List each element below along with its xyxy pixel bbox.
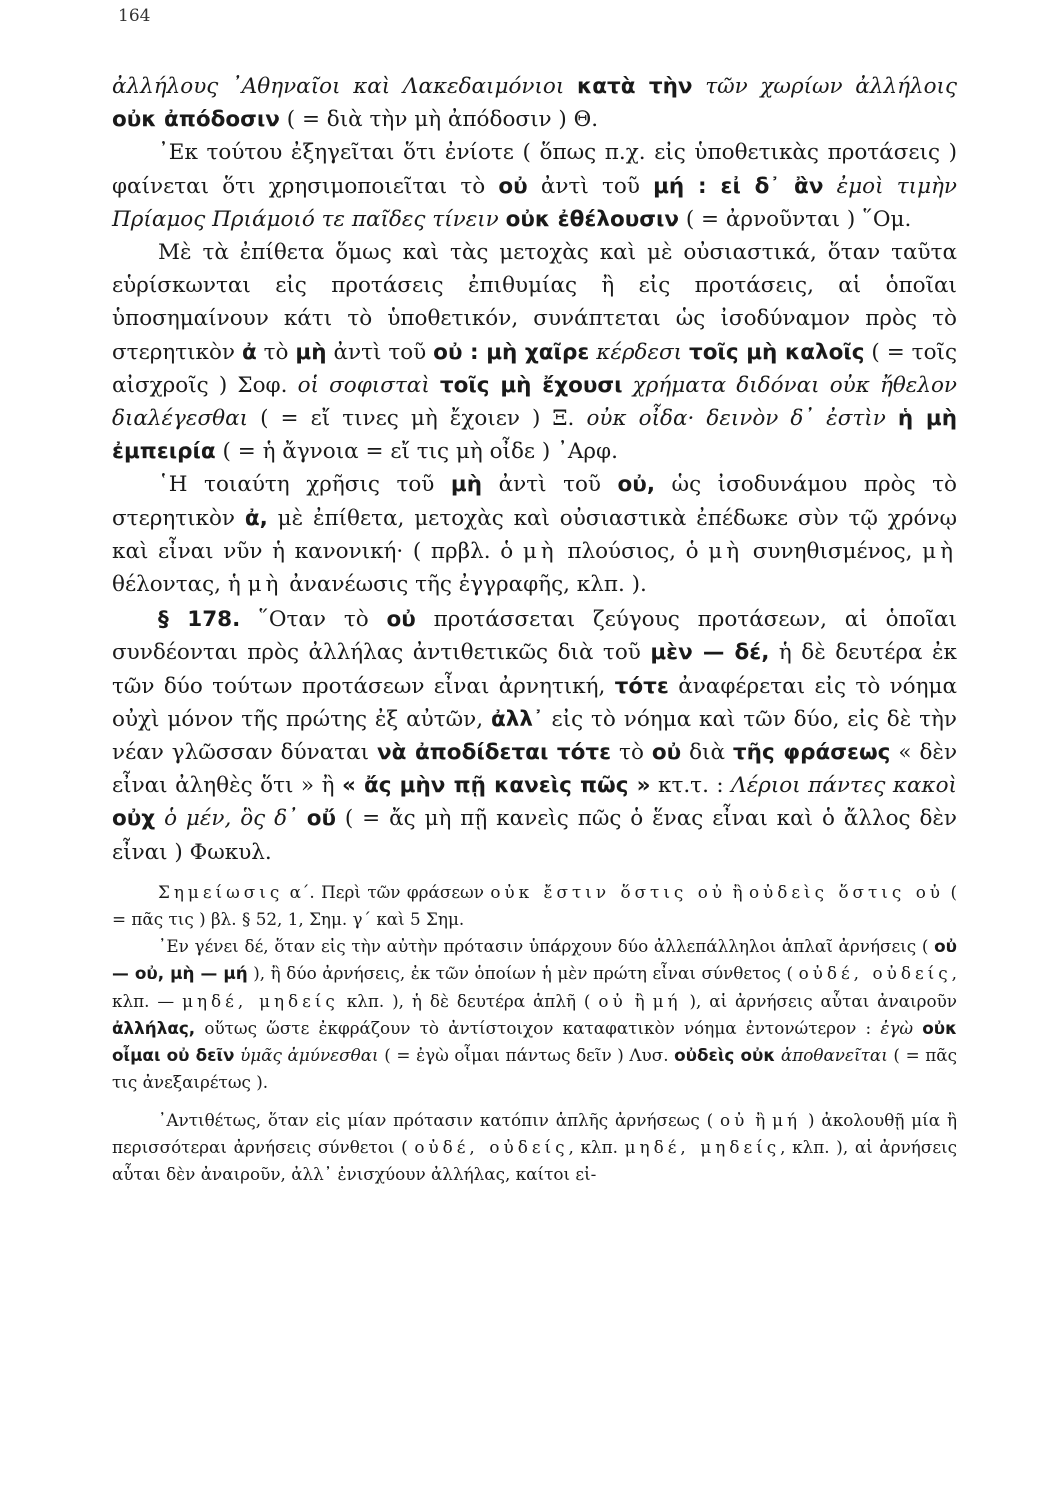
note-paragraph: Σημείωσις α΄. Περὶ τῶν φράσεων οὐκ ἔστιν ὅστις οὐ ἢ οὐδεὶς ὅστις οὐ ( = πᾶς τις ) βλ. § 52, 1, Σημ. γ΄ καὶ 5 Σημ.	[112, 881, 957, 930]
body-text	[112, 70, 957, 1188]
note-paragraph: ᾽Εν γένει δέ, ὅταν εἰς τὴν αὐτὴν πρότασιν ὑπάρχουν δύο ἀλλεπάλληλοι ἁπλαῖ ἀρνήσεις ( οὐ — οὐ, μὴ — μή ), ἢ δύο ἀρνήσεις, ἐκ τῶν ὁποίων ἡ μὲν πρώτη εἶναι σύνθετος ( οὐδέ, οὐδείς, κλπ. — μηδέ, μηδείς κλπ. ), ἡ δὲ δευτέρα ἁπλῆ ( οὐ ἢ μή ), αἱ ἀρνήσεις αὗται ἀναιροῦν ἀλλήλας, οὕτως ὥστε ἐκφράζουν τὸ ἀντίστοιχον καταφατικὸν νόημα ἐντονώτερον : ἐγὼ οὐκ οἶμαι οὐ δεῖν ὑμᾶς ἀμύνεσθαι ( = ἐγὼ οἶμαι πάντως δεῖν ) Λυσ. οὐδεὶς οὐκ ἀποθανεῖται ( = πᾶς τις ἀνεξαιρέτως ).	[112, 936, 958, 1093]
paragraph: ῾Η τοιαύτη χρῆσις τοῦ μὴ ἀντὶ τοῦ οὐ, ὡς ἰσοδυνάμου πρὸς τὸ στερητικὸν ἀ, μὲ ἐπίθετα, μετοχὰς καὶ οὐσιαστικὰ ἐπέδωκε σὺν τῷ χρόνῳ καὶ εἶναι νῦν ἡ κανονική· ( πρβλ. ὁ μὴ πλούσιος, ὁ μὴ συνηθισμένος, μὴ θέλοντας, ἡ μὴ ἀνανέωσις τῆς ἐγγραφῆς, κλπ. ).	[112, 472, 958, 598]
note-paragraph: ᾽Αντιθέτως, ὅταν εἰς μίαν πρότασιν κατόπιν ἁπλῆς ἀρνήσεως ( οὐ ἢ μή ) ἀκολουθῇ μία ἢ περισσότεραι ἀρνήσεις σύνθετοι ( οὐδέ, οὐδείς, κλπ. μηδέ, μηδείς, κλπ. ), αἱ ἀρνήσεις αὗται δὲν ἀναιροῦν, ἀλλ᾽ ἐνισχύουν ἀλλήλας, καίτοι εἰ-	[112, 1109, 957, 1184]
paragraph: Μὲ τὰ ἐπίθετα ὅμως καὶ τὰς μετοχὰς καὶ μὲ οὐσιαστικά, ὅταν ταῦτα εὑρίσκωνται εἰς προτάσεις ἐπιθυμίας ἢ εἰς προτάσεις, αἱ ὁποῖαι ὑποσημαίνουν κάτι τὸ ὑποθετικόν, συνάπτεται ὡς ἰσοδύναμον πρὸς τὸ στερητικὸν ἀ τὸ μὴ ἀντὶ τοῦ οὐ : μὴ χαῖρε κέρδεσι τοῖς μὴ καλοῖς ( = τοῖς αἰσχροῖς ) Σοφ. οἱ σοφισταὶ τοῖς μὴ ἔχουσι χρήματα διδόναι οὐκ ἤθελον διαλέγεσθαι ( = εἴ τινες μὴ ἔχοιεν ) Ξ. οὐκ οἶδα· δεινὸν δ᾽ ἐστὶν ἡ μὴ ἐμπειρία ( = ἡ ἄγνοια = εἴ τις μὴ οἶδε ) ᾽Αρφ.	[112, 240, 958, 465]
paragraph: ᾽Εκ τούτου ἐξηγεῖται ὅτι ἐνίοτε ( ὅπως π.χ. εἰς ὑποθετικὰς προτάσεις ) φαίνεται ὅτι χρησιμοποιεῖται τὸ οὐ ἀντὶ τοῦ μή : εἰ δ᾽ ἂν ἐμοὶ τιμὴν Πρίαμος Πριάμοιό τε παῖδες τίνειν οὐκ ἐθέλουσιν ( = ἀρνοῦνται ) ῞Ομ.	[112, 140, 957, 232]
paragraph: ἀλλήλους ᾽Αθηναῖοι καὶ Λακεδαιμόνιοι κατὰ τὴν τῶν χωρίων ἀλλήλοις οὐκ ἀπόδοσιν ( = διὰ τὴν μὴ ἀπόδοσιν ) Θ.	[112, 74, 958, 133]
paragraph: § 178. ῞Οταν τὸ οὐ προτάσσεται ζεύγους προτάσεων, αἱ ὁποῖαι συνδέονται πρὸς ἀλλήλας ἀντιθετικῶς διὰ τοῦ μὲν — δέ, ἡ δὲ δευτέρα ἐκ τῶν δύο τούτων προτάσεων εἶναι ἀρνητική, τότε ἀναφέρεται εἰς τὸ νόημα οὐχὶ μόνον τῆς πρώτης ἐξ αὐτῶν, ἀλλ᾽ εἰς τὸ νόημα καὶ τῶν δύο, εἰς δὲ τὴν νέαν γλῶσσαν δύναται νὰ ἀποδίδεται τότε τὸ οὐ διὰ τῆς φράσεως « δὲν εἶναι ἀληθὲς ὅτι » ἢ « ἄς μὴν πῇ κανεὶς πῶς » κτ.τ. : Λέριοι πάντες κακοὶ οὐχ ὁ μέν, ὃς δ᾽ οὔ ( = ἄς μὴ πῇ κανεὶς πῶς ὁ ἕνας εἶναι καὶ ὁ ἄλλος δὲν εἶναι ) Φωκυλ.	[112, 607, 958, 865]
page-number: 164	[118, 6, 151, 26]
